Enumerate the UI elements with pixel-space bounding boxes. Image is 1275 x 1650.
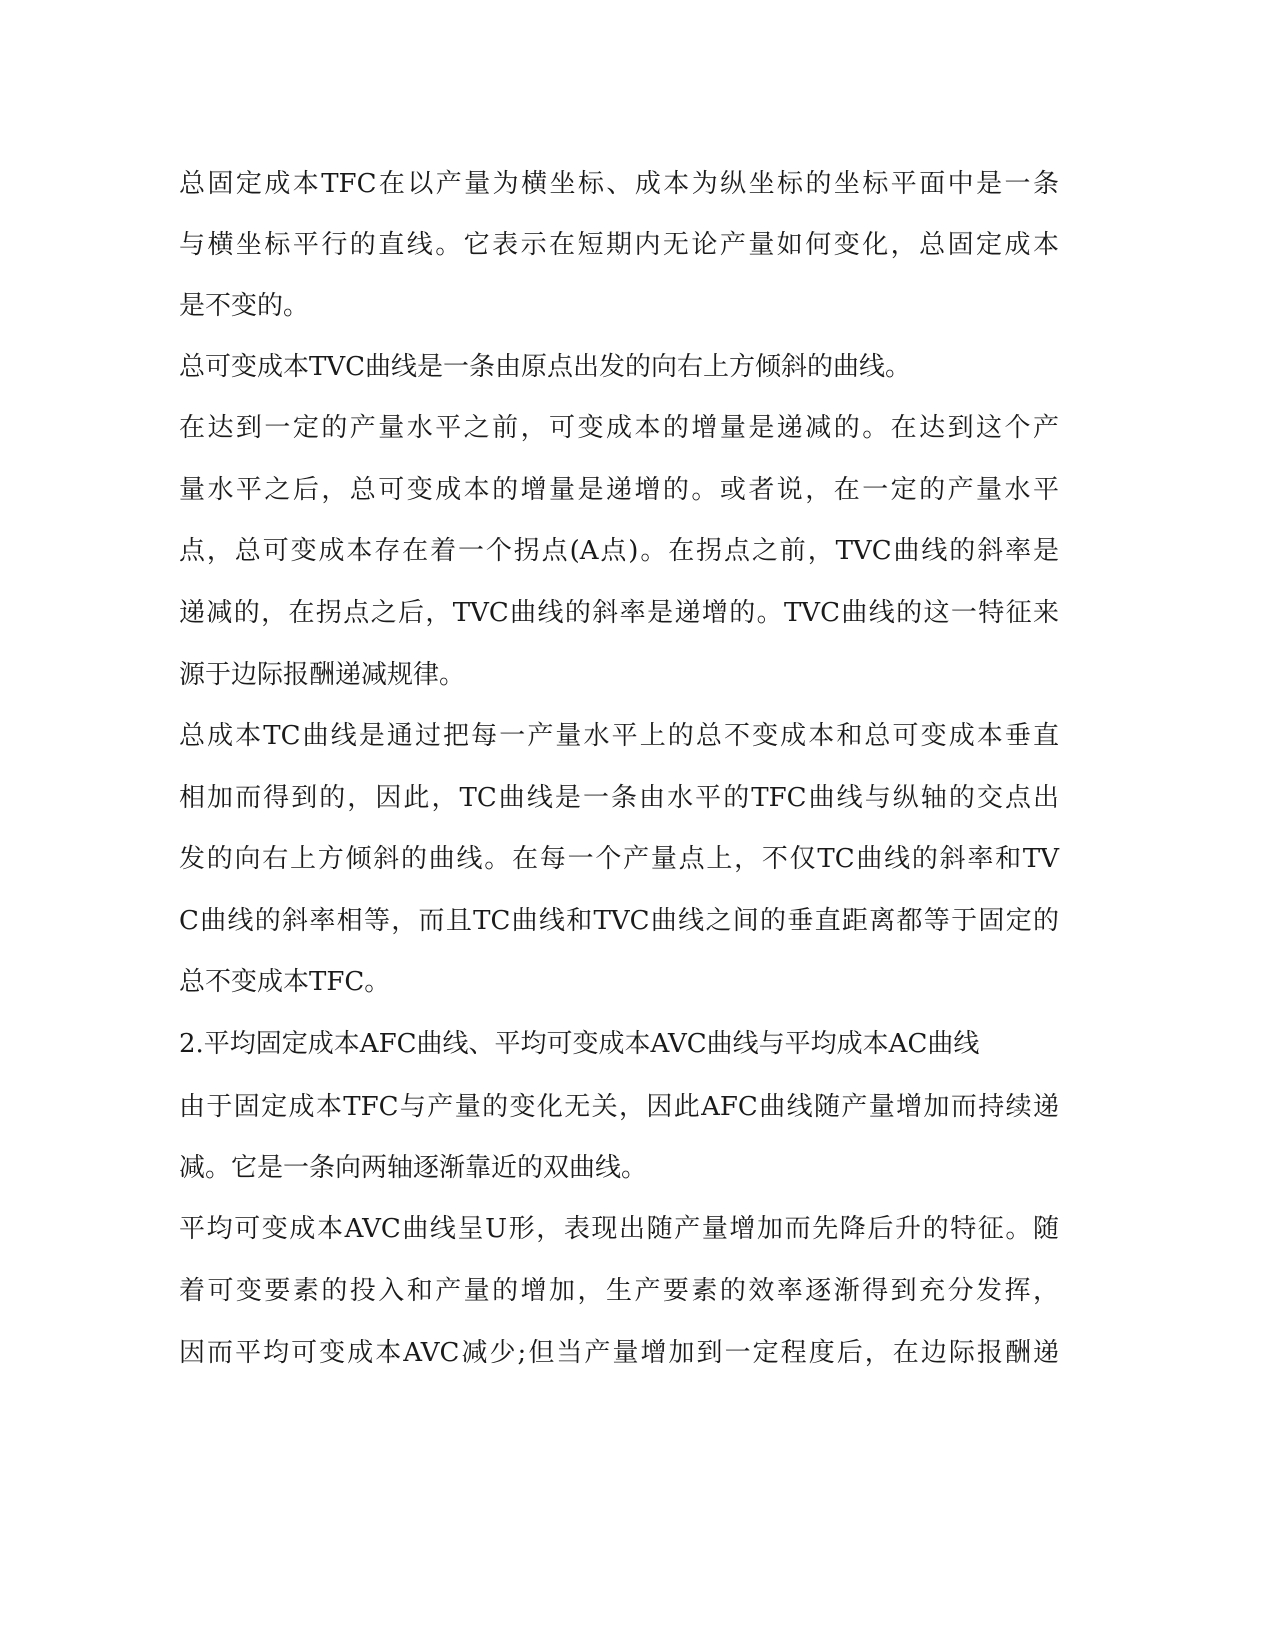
text-line: 平均可变成本AVC曲线呈U形，表现出随产量增加而先降后升的特征。随 xyxy=(179,1214,1059,1244)
text-line: 总成本TC曲线是通过把每一产量水平上的总不变成本和总可变成本垂直 xyxy=(179,721,1059,751)
text-line: 总不变成本TFC。 xyxy=(179,967,391,997)
text-line: 在达到一定的产量水平之前，可变成本的增量是递减的。在达到这个产 xyxy=(179,413,1059,443)
text-line: 相加而得到的，因此，TC曲线是一条由水平的TFC曲线与纵轴的交点出 xyxy=(179,783,1059,813)
text-line: 递减的，在拐点之后，TVC曲线的斜率是递增的。TVC曲线的这一特征来 xyxy=(179,598,1059,628)
text-line: 减。它是一条向两轴逐渐靠近的双曲线。 xyxy=(179,1153,648,1183)
text-line: 因而平均可变成本AVC减少;但当产量增加到一定程度后，在边际报酬递 xyxy=(179,1338,1059,1368)
text-line: 源于边际报酬递减规律。 xyxy=(179,660,466,690)
text-line: 总可变成本TVC曲线是一条由原点出发的向右上方倾斜的曲线。 xyxy=(179,352,912,382)
text-line: 总固定成本TFC在以产量为横坐标、成本为纵坐标的坐标平面中是一条 xyxy=(179,169,1059,199)
text-line: 量水平之后，总可变成本的增量是递增的。或者说，在一定的产量水平 xyxy=(179,475,1059,505)
text-line: 发的向右上方倾斜的曲线。在每一个产量点上，不仅TC曲线的斜率和TV xyxy=(179,844,1059,874)
text-line: 着可变要素的投入和产量的增加，生产要素的效率逐渐得到充分发挥， xyxy=(179,1276,1059,1306)
text-line: 与横坐标平行的直线。它表示在短期内无论产量如何变化，总固定成本 xyxy=(179,230,1059,260)
section-heading: 2.平均固定成本AFC曲线、平均可变成本AVC曲线与平均成本AC曲线 xyxy=(179,1029,980,1059)
text-line: C曲线的斜率相等，而且TC曲线和TVC曲线之间的垂直距离都等于固定的 xyxy=(179,906,1059,936)
text-line: 是不变的。 xyxy=(179,291,310,321)
text-line: 点，总可变成本存在着一个拐点(A点)。在拐点之前，TVC曲线的斜率是 xyxy=(179,536,1059,566)
text-line: 由于固定成本TFC与产量的变化无关，因此AFC曲线随产量增加而持续递 xyxy=(179,1092,1059,1122)
